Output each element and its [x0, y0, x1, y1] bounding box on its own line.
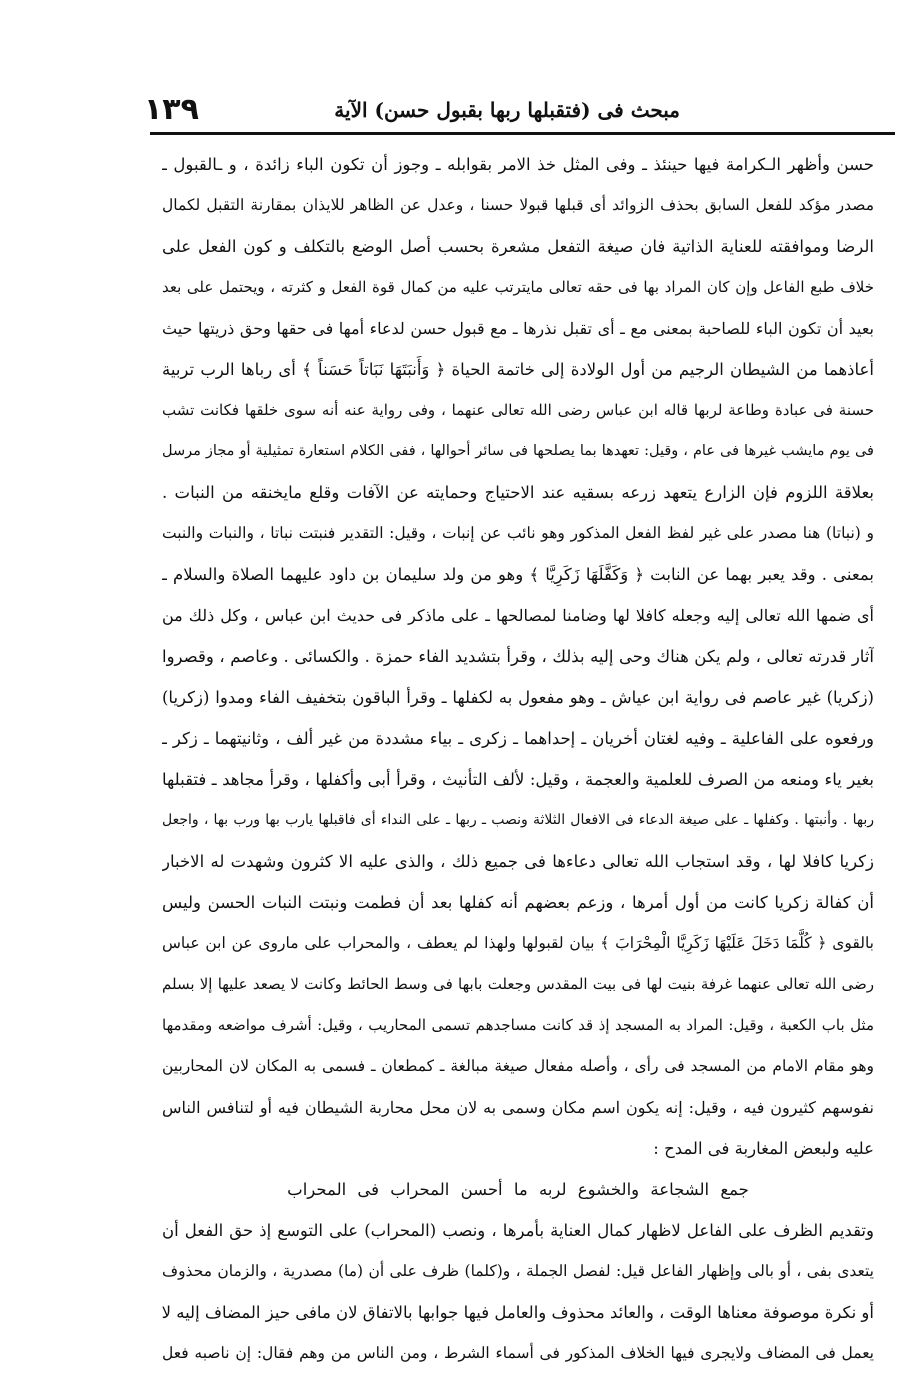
- text-line: ورفعوه على الفاعلية ـ وفيه لغتان أخريان ـ إحداهما ـ زكرى ـ بياء مشددة من غير ألف ، وثانيتهما ـ زكر ـ: [162, 729, 874, 748]
- text-line: زكريا كافلا لها ، وقد استجاب الله تعالى دعاءها فى جميع ذلك ، والذى عليه الا كثرون وشهدت له الاخبار: [162, 852, 874, 871]
- text-line: وهو مقام الامام من المسجد فى رأى ، وأصله مفعال صيغة مبالغة ـ كمطعان ـ فسمى به المكان لان المحاربين: [162, 1057, 874, 1075]
- text-line: حسن وأظهر الـكرامة فيها حينئذ ـ وفى المثل خذ الامر بقوابله ـ وجوز أن تكون الباء زائدة ، و ـالقبول ـ: [162, 155, 874, 174]
- text-line: وتقديم الظرف على الفاعل لاظهار كمال العناية بأمرها ، ونصب (المحراب) على التوسع إذ حق الفعل أن: [162, 1221, 874, 1240]
- text-line: نفوسهم كثيرون فيه ، وقيل: إنه يكون اسم مكان وسمى به لان محل محاربة الشيطان فيه أو لتنافس الناس: [162, 1098, 874, 1117]
- text-line: آثار قدرته تعالى ، ولم يكن هناك وحى إليه بذلك ، وقرأ بتشديد الفاء حمزة . والكسائى . وعاصم ، وقصروا: [162, 647, 874, 666]
- text-line: رضى الله تعالى عنهما غرفة بنيت لها فى بيت المقدس وجعلت بابها فى وسط الحائط وكانت لا يصعد عليها إلا بسلم: [162, 975, 874, 993]
- text-line: بغير ياء ومنعه من الصرف للعلمية والعجمة ، وقيل: لألف التأنيث ، وقرأ أبى وأكفلها ، وقرأ مجاهد ـ فتقبلها: [162, 770, 874, 789]
- text-line: بمعنى . وقد يعبر بهما عن النابت ﴿ وَكَفَّلَهَا زَكَرِيَّا ﴾ وهو من ولد سليمان بن داود عليهما الصلاة والسلام ـ: [162, 565, 874, 584]
- text-line: بعيد أن تكون الباء للصاحبة بمعنى مع ـ أى تقبل نذرها ـ مع قبول حسن لدعاء أمها فى حقها وحق ذريتها حيث: [162, 319, 874, 338]
- poetry-verse: جمع الشجاعة والخشوع لربه ما أحسن المحراب فى المحراب: [287, 1180, 749, 1199]
- text-line: حسنة فى عبادة وطاعة لربها قاله ابن عباس رضى الله تعالى عنهما ، وفى رواية عنه أنه سوى خلقها فكانت تشب: [162, 401, 874, 419]
- text-line: مثل باب الكعبة ، وقيل: المراد به المسجد إذ قد كانت مساجدهم تسمى المحاريب ، وقيل: أشرف مواضعه ومقدمها: [162, 1016, 874, 1034]
- text-line: عليه ولبعض المغاربة فى المدح :: [653, 1139, 874, 1158]
- text-line: يتعدى بفى ، أو بالى وإظهار الفاعل قيل: لفصل الجملة ، و(كلما) ظرف على أن (ما) مصدرية ، والزمان محذوف: [162, 1262, 874, 1280]
- header-rule: [150, 132, 895, 135]
- page-number: ١٣٩: [144, 92, 199, 127]
- text-line: فى يوم مايشب غيرها فى عام ، وقيل: تعهدها بما يصلحها فى سائر أحوالها ، ففى الكلام استعارة تمثيلية أو مجاز مرسل: [162, 443, 874, 459]
- page-header: [144, 88, 890, 136]
- running-title: مبحث فى (فتقبلها ربها بقبول حسن) الآية: [334, 98, 680, 122]
- text-line: أى ضمها الله تعالى إليه وجعله كافلا لها وضامنا لمصالحها ـ على ماذكر فى حديث ابن عباس ، وكل ذلك من: [162, 606, 874, 625]
- text-line: يعمل فى المضاف ولايجرى فيها الخلاف المذكور فى أسماء الشرط ، ومن الناس من وهم فقال: إن ناصبه فعل: [162, 1344, 874, 1362]
- text-line: بالقوى ﴿ كُلَّمَا دَخَلَ عَلَيْهَا زَكَرِيَّا الْمِحْرَابَ ﴾ بيان لقبولها ولهذا لم يعطف ، والمحراب على ماروى عن ابن عباس: [162, 934, 874, 952]
- text-line: أو نكرة موصوفة معناها الوقت ، والعائد محذوف والعامل فيها جوابها بالاتفاق لان مافى حيز المضاف إليه لا: [162, 1303, 874, 1322]
- text-line: (زكريا) غير عاصم فى رواية ابن عياش ـ وهو مفعول به لكفلها ـ وقرأ الباقون بتخفيف الفاء ومدوا (زكريا): [162, 688, 874, 707]
- text-line: خلاف طبع الفاعل وإن كان المراد بها فى حقه تعالى مايترتب عليه من كمال قوة الفعل و كثرته ، ويحتمل على بعد: [162, 278, 874, 296]
- text-line: مصدر مؤكد للفعل السابق بحذف الزوائد أى قبلها قبولا حسنا ، وعدل عن الظاهر للايذان بمقارنة التقبل لكمال: [162, 196, 874, 214]
- text-line: أعاذهما من الشيطان الرجيم من أول الولادة إلى خاتمة الحياة ﴿ وَأَنبَتَهَا نَبَاتاً حَسَناً ﴾ أى رباها الرب تربية: [162, 360, 874, 379]
- text-line: ربها . وأنبتها . وكفلها ـ على صيغة الدعاء فى الافعال الثلاثة ونصب ـ ربها ـ على النداء أى فاقبلها يارب بها ورب بها ، واجعل: [162, 812, 874, 828]
- text-line: أن كفالة زكريا كانت من أول أمرها ، وزعم بعضهم أنه كفلها بعد أن فطمت ونبتت النبات الحسن وليس: [162, 893, 874, 912]
- body-text: [162, 144, 874, 1374]
- text-line: الرضا وموافقته للعناية الذاتية فان صيغة التفعل مشعرة بحسب أصل الوضع بالتكلف و كون الفعل على: [162, 237, 874, 256]
- text-line: و (نباتا) هنا مصدر على غير لفظ الفعل المذكور وهو نائب عن إنبات ، وقيل: التقدير فنبتت نباتا ، والنبات والنبت: [162, 524, 874, 542]
- text-line: بعلاقة اللزوم فإن الزارع يتعهد زرعه بسقيه عند الاحتياج وحمايته عن الآفات وقلع مايخنقه من النبات .: [162, 483, 874, 502]
